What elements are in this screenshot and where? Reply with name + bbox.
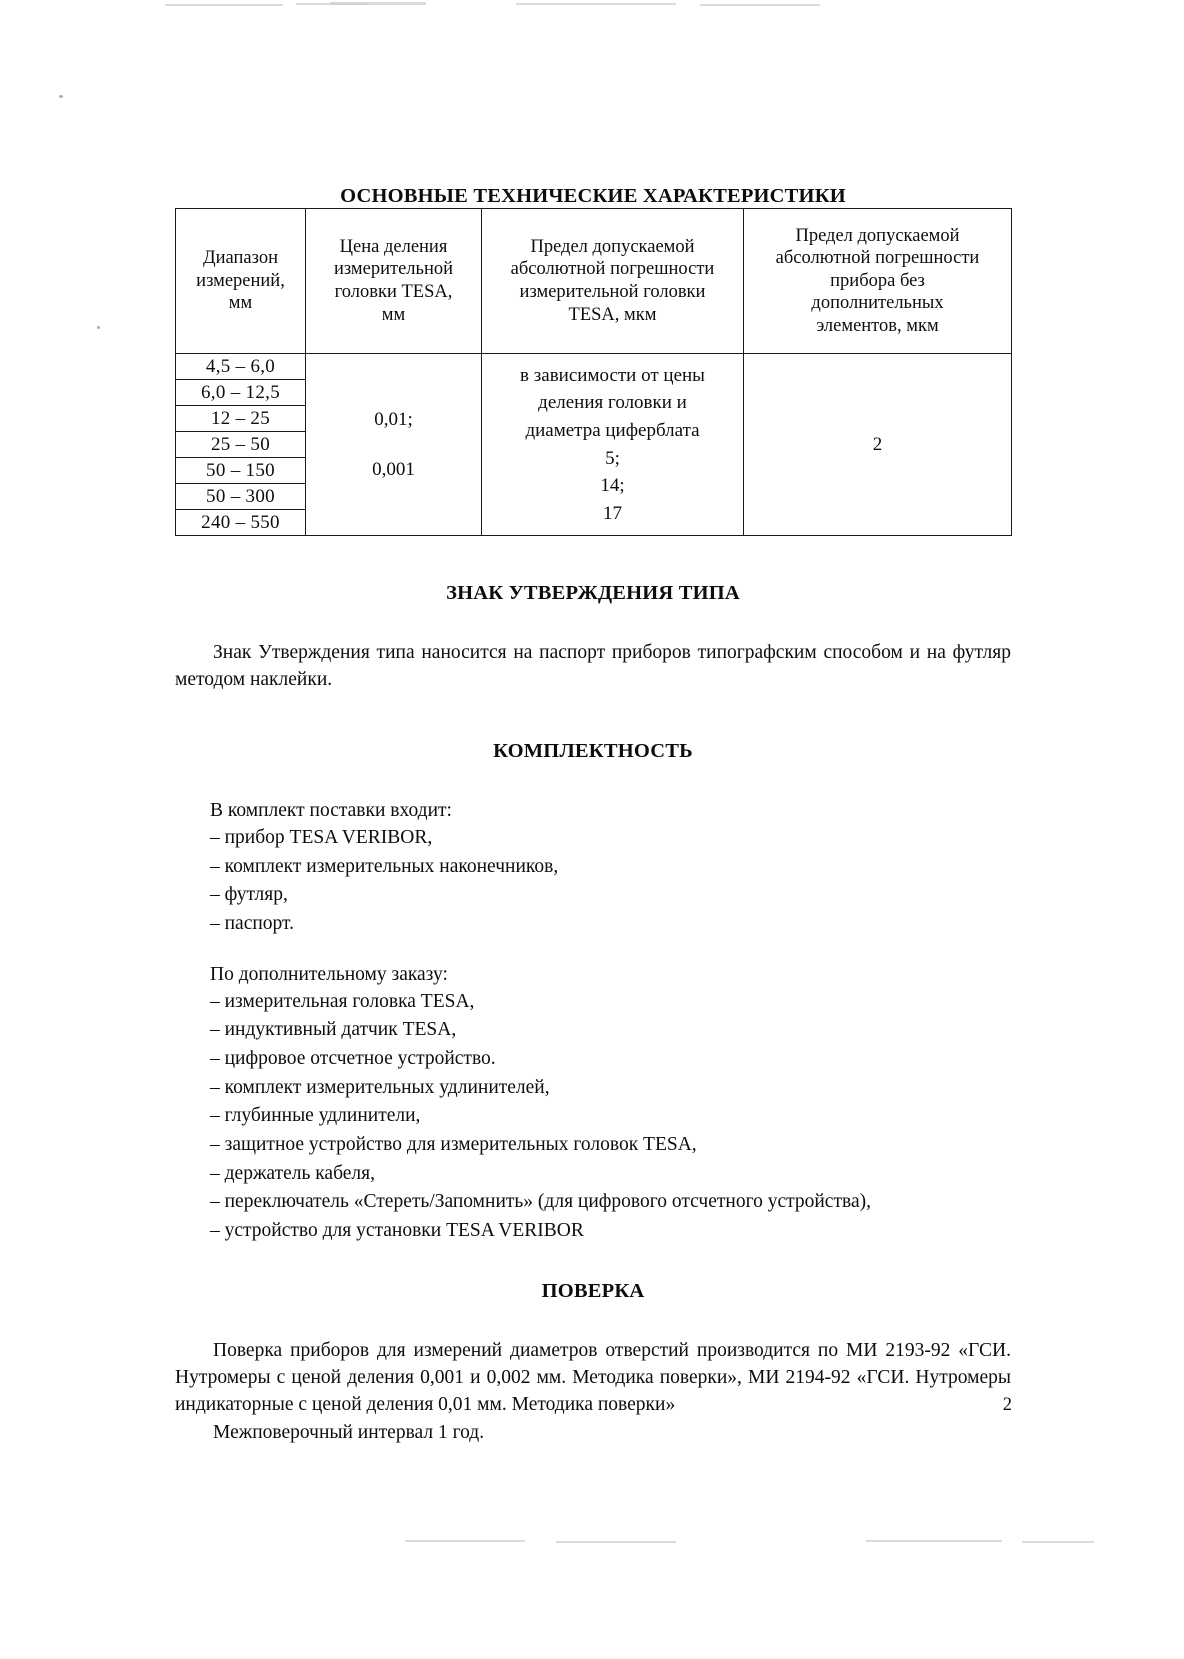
scan-artifact-bottom-mid — [556, 1541, 676, 1543]
list-item: – переключатель «Стереть/Запомнить» (для цифрового отсчетного устройства), — [210, 1191, 871, 1213]
range-value: 25 – 50 — [176, 432, 306, 458]
graduation-values-cell — [306, 354, 482, 536]
optional-kit-lead: По дополнительному заказу: — [210, 963, 448, 985]
verification-section-title: ПОВЕРКА — [541, 1279, 645, 1302]
header-line: головки TESA, — [334, 282, 453, 302]
head-error-note-line: диаметра циферблата — [525, 419, 700, 441]
verification-paragraph: Поверка приборов для измерений диаметров отверстий производится по МИ 2193-92 «ГСИ. Нутромеры с ценой деления 0,001 и 0,002 мм. Методика поверки», МИ 2194-92 «ГСИ. Нутромеры индикаторные с ценой деления 0,01 мм. Методика поверки» — [175, 1339, 1011, 1416]
spacer — [175, 605, 1011, 639]
table-row — [176, 354, 1012, 380]
header-line: элементов, мкм — [816, 315, 939, 336]
standard-kit-lead: В комплект поставки входит: — [210, 799, 452, 821]
list-item: – измерительная головка TESA, — [210, 990, 475, 1012]
page-content — [175, 185, 1011, 1446]
header-line: мм — [381, 304, 406, 325]
standard-kit-list — [210, 824, 1011, 939]
spacer — [175, 1246, 1011, 1280]
header-line: измерительной головки — [519, 282, 706, 302]
scan-artifact-top-mid2 — [330, 2, 426, 5]
header-line: измерительной — [333, 259, 454, 280]
scan-artifact-bottom-left — [405, 1540, 525, 1542]
table-header-graduation — [306, 209, 482, 354]
spacer — [175, 1303, 1011, 1337]
header-line: измерений, — [196, 270, 285, 291]
scan-speck-left-upper — [59, 95, 63, 98]
graduation-spacer — [306, 434, 481, 456]
approval-mark-paragraph: Знак Утверждения типа наносится на паспорт приборов типографским способом и на футляр методом наклейки. — [175, 642, 1011, 691]
scan-artifact-top-left — [165, 4, 283, 6]
list-item: – защитное устройство для измерительных головок TESA, — [210, 1134, 697, 1156]
list-item: – комплект измерительных удлинителей, — [210, 1076, 550, 1098]
table-header-row — [176, 209, 1012, 354]
header-line: абсолютной погрешности — [775, 248, 980, 269]
range-value: 4,5 – 6,0 — [176, 354, 306, 380]
scan-speck-left-mid — [97, 326, 100, 329]
approval-mark-section-title: ЗНАК УТВЕРЖДЕНИЯ ТИПА — [446, 582, 740, 604]
header-line: Предел допускаемой — [530, 236, 695, 257]
list-item: – держатель кабеля, — [210, 1162, 375, 1184]
scan-artifact-bottom-right2 — [1022, 1541, 1094, 1543]
header-line: мм — [228, 293, 253, 314]
graduation-value: 0,01; — [374, 408, 413, 430]
list-item: – индуктивный датчик TESA, — [210, 1019, 457, 1041]
header-line: прибора без — [830, 270, 925, 291]
spacer — [175, 694, 1011, 740]
optional-kit-list — [210, 988, 1011, 1246]
completeness-standard-block — [210, 797, 1011, 1246]
range-value: 12 – 25 — [176, 406, 306, 432]
header-line: дополнительных — [811, 293, 944, 314]
table-header-range — [176, 209, 306, 354]
list-item: – цифровое отсчетное устройство. — [210, 1048, 496, 1070]
head-error-value: 14; — [600, 475, 625, 497]
list-item: – глубинные удлинители, — [210, 1105, 421, 1127]
scan-artifact-top-right — [516, 3, 676, 5]
header-line: абсолютной погрешности — [510, 259, 715, 280]
scan-artifact-top-right2 — [700, 4, 820, 6]
spacer — [175, 763, 1011, 797]
head-error-note-line: деления головки и — [538, 392, 687, 414]
table-header-head-error — [482, 209, 744, 354]
scan-artifact-bottom-right — [866, 1540, 1002, 1542]
range-value: 50 – 300 — [176, 484, 306, 510]
range-value: 6,0 – 12,5 — [176, 380, 306, 406]
head-error-value: 5; — [605, 447, 620, 469]
header-line: Предел допускаемой — [795, 225, 960, 246]
header-line: TESA, мкм — [568, 304, 657, 325]
completeness-section-title: КОМПЛЕКТНОСТЬ — [493, 739, 693, 762]
range-value: 50 – 150 — [176, 458, 306, 484]
list-item: – устройство для установки TESA VERIBOR — [210, 1220, 584, 1242]
table-header-device-error — [744, 209, 1012, 354]
list-item: – футляр, — [210, 884, 288, 906]
head-error-cell — [482, 354, 744, 536]
spacer — [210, 939, 1011, 961]
specs-section-title: ОСНОВНЫЕ ТЕХНИЧЕСКИЕ ХАРАКТЕРИСТИКИ — [340, 185, 846, 207]
list-item: – паспорт. — [210, 912, 294, 934]
verification-interval-line: Межповерочный интервал 1 год. — [213, 1421, 485, 1443]
list-item: – прибор TESA VERIBOR, — [210, 826, 433, 848]
header-line: Цена деления — [339, 236, 448, 257]
range-value: 240 – 550 — [176, 510, 306, 536]
list-item: – комплект измерительных наконечников, — [210, 855, 559, 877]
header-line: Диапазон — [203, 248, 278, 269]
page-number: 2 — [1002, 1395, 1012, 1415]
head-error-note-line: в зависимости от цены — [520, 364, 705, 386]
device-error-cell: 2 — [744, 354, 1012, 536]
spacer — [175, 536, 1011, 582]
head-error-value: 17 — [603, 502, 622, 524]
specifications-table — [175, 208, 1012, 536]
graduation-value: 0,001 — [372, 458, 415, 480]
